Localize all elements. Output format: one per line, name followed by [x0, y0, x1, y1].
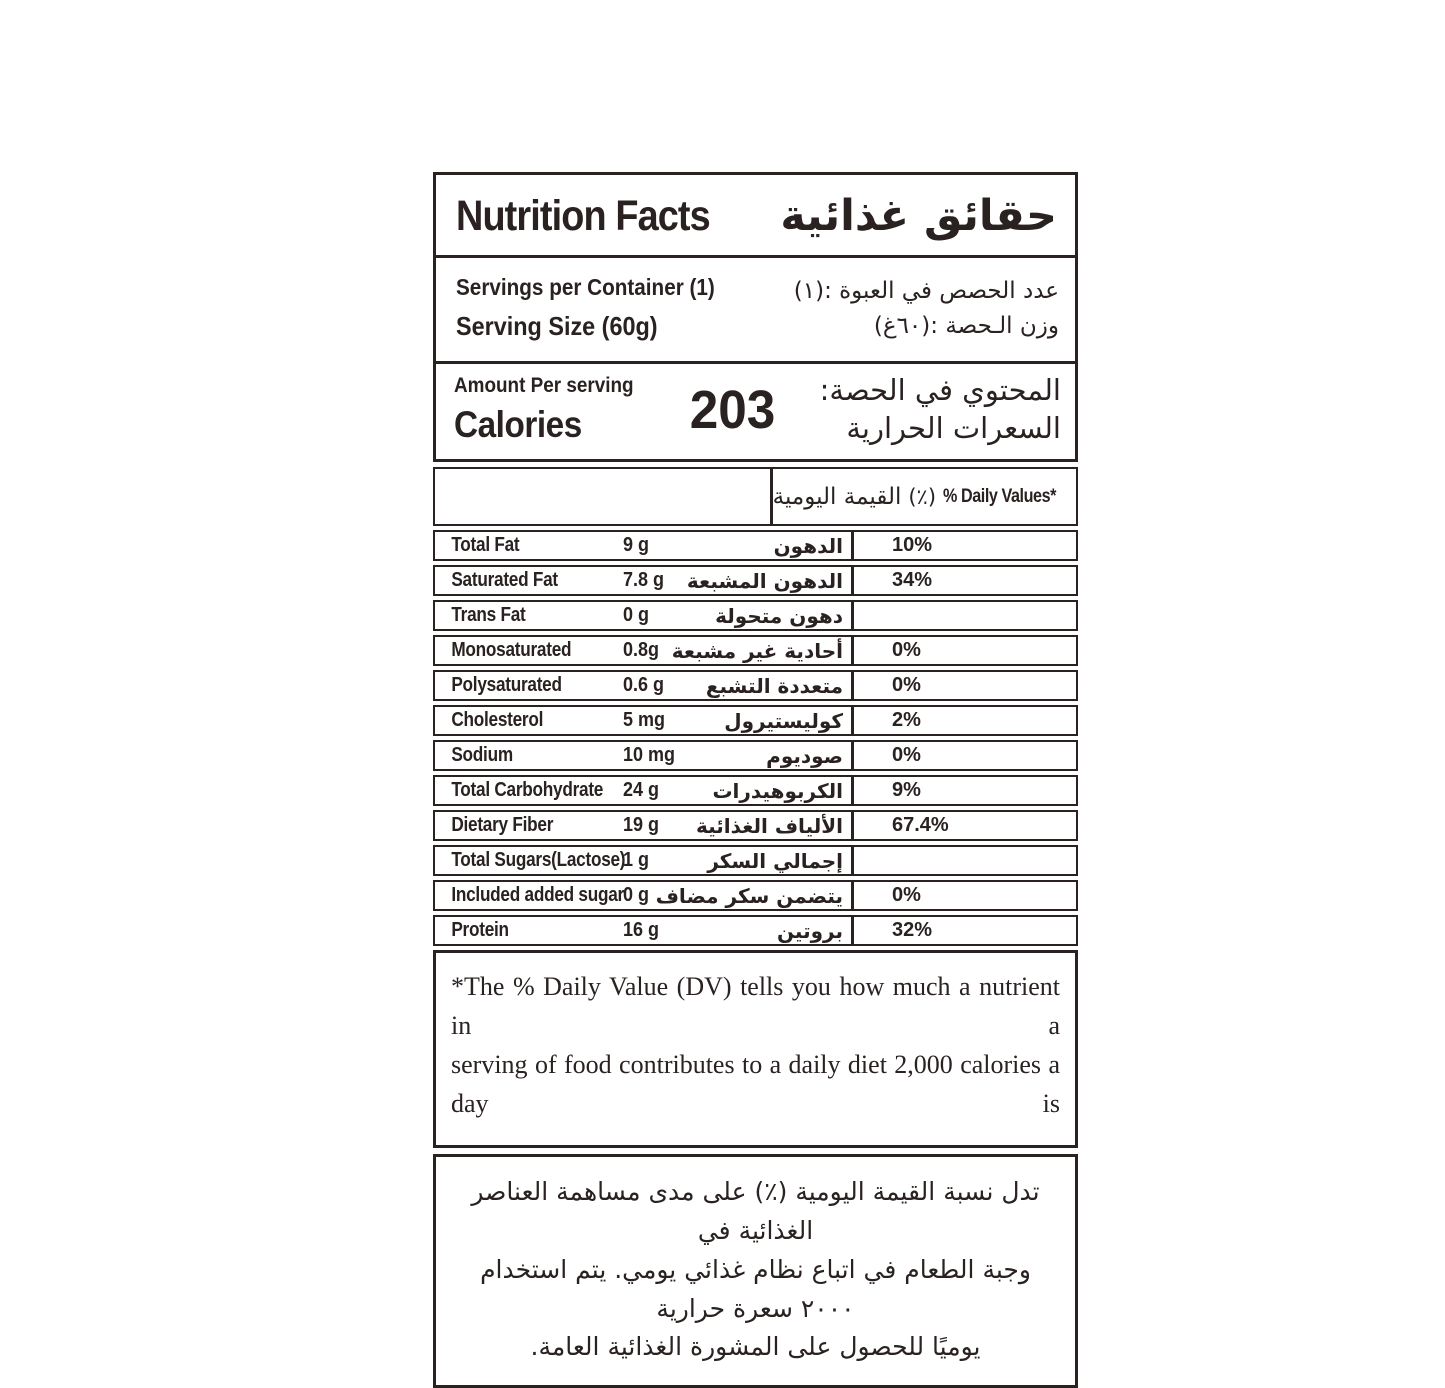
daily-values-empty-cell — [435, 469, 773, 524]
nutrient-name-en: Total Carbohydrate — [451, 779, 604, 802]
nutrient-name-ar: إجمالي السكر — [707, 848, 843, 873]
nutrient-row-saturated-fat — [433, 565, 1078, 596]
nutrient-daily-value: 67.4% — [892, 814, 949, 837]
nutrient-row-monosaturated — [433, 635, 1078, 666]
servings-per-container-ar: عدد الحصص في العبوة :(١) — [793, 278, 1059, 304]
nutrient-row-dietary-fiber — [433, 810, 1078, 841]
nutrient-amount: 16 g — [623, 919, 660, 942]
nutrient-row-trans-fat — [433, 600, 1078, 631]
title-row — [436, 175, 1075, 255]
nutrient-amount: 10 mg — [623, 744, 676, 767]
content-per-serving-ar: المحتوي في الحصة: — [819, 373, 1061, 407]
footnote-arabic-box — [433, 1154, 1078, 1388]
nutrient-amount: 24 g — [623, 779, 660, 802]
nutrient-main-cell — [435, 672, 854, 699]
calories-section — [436, 364, 1075, 459]
nutrient-main-cell — [435, 602, 854, 629]
footnote-arabic-line3: يوميًا للحصول على المشورة الغذائية العامة. — [530, 1332, 981, 1362]
servings-arabic — [794, 274, 1059, 343]
nutrient-daily-value: 0% — [892, 884, 921, 907]
servings-section — [436, 258, 1075, 361]
nutrient-main-cell — [435, 812, 854, 839]
nutrient-name-en: Sodium — [451, 744, 513, 767]
daily-values-percent-sign: (٪) — [908, 484, 937, 509]
servings-english — [456, 274, 744, 343]
nutrient-name-ar: الدهون المشبعة — [686, 568, 843, 593]
serving-size-ar: وزن الـحصة :(٦٠غ) — [873, 312, 1059, 339]
nutrient-row-cholesterol — [433, 705, 1078, 736]
calories-value: 203 — [689, 379, 776, 440]
title-arabic: حقائق غذائية — [780, 191, 1057, 241]
footnote-english-box — [433, 950, 1078, 1148]
nutrient-daily-value — [854, 847, 1076, 874]
nutrient-name-en: Included added sugar — [451, 884, 624, 907]
footnote-english-line1: *The % Daily Value (DV) tells you how much a nutrient in a — [451, 972, 1060, 1041]
nutrient-amount: 1 g — [623, 849, 650, 872]
nutrient-name-ar: الدهون — [773, 533, 843, 558]
nutrient-amount: 0 g — [623, 604, 650, 627]
nutrient-name-en: Protein — [451, 919, 509, 942]
calories-english — [454, 374, 659, 446]
nutrient-daily-value: 9% — [892, 779, 921, 802]
nutrient-daily-value: 32% — [892, 919, 933, 942]
nutrient-name-en: Total Fat — [451, 534, 520, 557]
daily-values-header-cell — [773, 469, 1076, 524]
nutrient-main-cell — [435, 742, 854, 769]
nutrient-name-ar: يتضمن سكر مضاف — [655, 883, 843, 908]
nutrient-amount: 19 g — [623, 814, 660, 837]
nutrient-main-cell — [435, 882, 854, 909]
nutrient-row-total-fat — [433, 530, 1078, 561]
nutrient-main-cell — [435, 777, 854, 804]
nutrient-name-en: Polysaturated — [451, 674, 562, 697]
nutrient-daily-value: 10% — [892, 534, 933, 557]
nutrient-row-sodium — [433, 740, 1078, 771]
serving-size: Serving Size (60g) — [456, 311, 658, 341]
nutrient-row-protein — [433, 915, 1078, 946]
nutrient-amount: 0.6 g — [623, 674, 665, 697]
nutrient-name-en: Total Sugars(Lactose) — [451, 849, 626, 872]
nutrient-daily-value: 34% — [892, 569, 933, 592]
nutrient-daily-value — [854, 602, 1076, 629]
nutrient-name-ar: الألياف الغذائية — [696, 813, 843, 838]
nutrient-main-cell — [435, 637, 854, 664]
nutrient-amount: 0 g — [623, 884, 650, 907]
nutrient-daily-value: 2% — [892, 709, 921, 732]
nutrient-row-added-sugar — [433, 880, 1078, 911]
footnote-arabic-line1: تدل نسبة القيمة اليومية (٪) على مدى مساهمة العناصر الغذائية في — [471, 1177, 1040, 1246]
nutrient-amount: 9 g — [623, 534, 650, 557]
nutrient-main-cell — [435, 532, 854, 559]
nutrient-main-cell — [435, 707, 854, 734]
nutrient-name-ar: متعددة التشبع — [705, 673, 843, 698]
footnote-arabic-line2: وجبة الطعام في اتباع نظام غذائي يومي. يتم استخدام ٢٠٠٠ سعرة حرارية — [480, 1254, 1031, 1323]
footnote-english-line2: serving of food contributes to a daily diet 2,000 calories a day is — [451, 1050, 1060, 1119]
nutrient-main-cell — [435, 847, 854, 874]
nutrient-row-total-sugars — [433, 845, 1078, 876]
nutrient-name-en: Trans Fat — [451, 604, 526, 627]
nutrition-facts-label — [433, 172, 1078, 1388]
nutrient-daily-value: 0% — [892, 744, 921, 767]
nutrient-name-en: Saturated Fat — [451, 569, 558, 592]
nutrient-row-polysaturated — [433, 670, 1078, 701]
nutrient-amount: 5 mg — [623, 709, 666, 732]
title-english: Nutrition Facts — [456, 191, 710, 240]
nutrient-amount: 0.8g — [623, 639, 660, 662]
nutrient-name-ar: صوديوم — [766, 743, 843, 768]
label-header-box — [433, 172, 1078, 462]
daily-values-arabic: القيمة اليومية — [772, 483, 902, 510]
nutrient-name-en: Dietary Fiber — [451, 814, 554, 837]
nutrient-daily-value: 0% — [892, 639, 921, 662]
nutrient-name-ar: دهون متحولة — [715, 603, 843, 628]
calories-label-ar: السعرات الحرارية — [846, 410, 1061, 445]
nutrient-name-en: Cholesterol — [451, 709, 544, 732]
nutrient-amount: 7.8 g — [623, 569, 665, 592]
daily-values-header-row — [433, 467, 1078, 526]
nutrient-name-ar: أحادية غير مشبعة — [671, 638, 843, 663]
calories-label: Calories — [454, 403, 582, 445]
nutrient-daily-value: 0% — [892, 674, 921, 697]
daily-values-english: % Daily Values* — [943, 485, 1057, 507]
nutrient-main-cell — [435, 917, 854, 944]
servings-per-container: Servings per Container (1) — [456, 274, 715, 300]
nutrient-name-ar: بروتين — [776, 918, 843, 943]
nutrient-name-ar: كوليستيرول — [724, 708, 843, 733]
nutrient-name-en: Monosaturated — [451, 639, 572, 662]
nutrient-main-cell — [435, 567, 854, 594]
nutrient-row-total-carbohydrate — [433, 775, 1078, 806]
calories-arabic — [806, 372, 1061, 447]
amount-per-serving-label: Amount Per serving — [454, 373, 634, 397]
nutrient-name-ar: الكربوهيدرات — [712, 778, 843, 803]
